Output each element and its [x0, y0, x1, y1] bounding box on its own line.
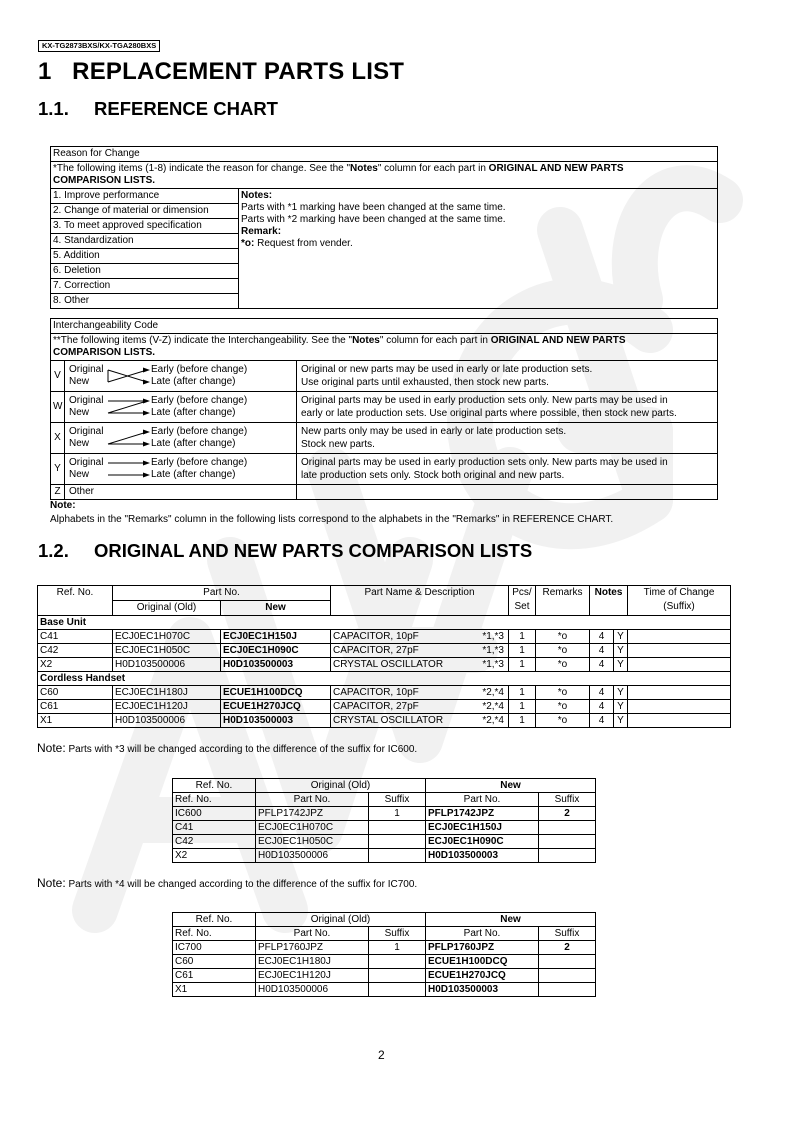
- time-of-change: [628, 700, 731, 714]
- suffix-subheader-partno: Part No.: [256, 793, 369, 807]
- pcs-per-set: 1: [509, 714, 536, 728]
- time-of-change: [628, 630, 731, 644]
- original-suffix: [369, 821, 426, 835]
- change-marks: *2,*4: [482, 701, 504, 712]
- section-title: ORIGINAL AND NEW PARTS COMPARISON LISTS: [94, 540, 533, 561]
- original-suffix: [369, 969, 426, 983]
- inter-diagram-v: Original New Early (before change) Late (after change): [65, 361, 297, 392]
- notes-reason: 4: [590, 630, 614, 644]
- original-suffix: 1: [369, 807, 426, 821]
- original-suffix: [369, 849, 426, 863]
- original-part-no: PFLP1742JPZ: [256, 807, 369, 821]
- section-heading-comparison: [38, 540, 532, 562]
- original-part-no: ECJ0EC1H050C: [113, 644, 221, 658]
- new-suffix: [539, 849, 596, 863]
- new-part-no: ECJ0EC1H150J: [426, 821, 539, 835]
- time-of-change: [628, 658, 731, 672]
- new-suffix: [539, 955, 596, 969]
- new-part-no: H0D103500003: [221, 658, 331, 672]
- suffix-subheader-suffix: Suffix: [369, 927, 426, 941]
- table-row: [38, 686, 731, 700]
- inter-code-z: Z: [51, 485, 65, 500]
- new-part-no: ECJ0EC1H090C: [426, 835, 539, 849]
- original-part-no: H0D103500006: [113, 714, 221, 728]
- header-description: Part Name & Description: [331, 586, 509, 616]
- table-row: [173, 807, 596, 821]
- section-title: REFERENCE CHART: [94, 98, 278, 119]
- original-part-no: ECJ0EC1H050C: [256, 835, 369, 849]
- new-part-no: PFLP1760JPZ: [426, 941, 539, 955]
- table-row: [173, 835, 596, 849]
- change-marks: *1,*3: [482, 659, 504, 670]
- header-new: New: [221, 601, 331, 616]
- reason-intro: *The following items (1-8) indicate the reason for change. See the "Notes" column for each part in ORIGINAL AND NEW PARTS COMPARISON LISTS.: [51, 162, 718, 189]
- description-text: CAPACITOR, 27pF: [333, 645, 419, 656]
- parallel-arrows-icon: [107, 457, 151, 481]
- note-suffix-ic700: Note: Parts with *4 will be changed according to the difference of the suffix for IC700.: [37, 876, 418, 890]
- new-part-no: H0D103500003: [426, 983, 539, 997]
- new-suffix: [539, 835, 596, 849]
- part-description: [331, 686, 509, 700]
- new-part-no: H0D103500003: [426, 849, 539, 863]
- table-row: [173, 969, 596, 983]
- page-title-text: REPLACEMENT PARTS LIST: [72, 58, 405, 85]
- suffix-table-ic700: [172, 912, 596, 997]
- inter-desc-v: Original or new parts may be used in early or late production sets. Use original parts until exhausted, then stock new parts.: [297, 361, 718, 392]
- header-part-no: Part No.: [113, 586, 331, 601]
- inter-code-x: X: [51, 423, 65, 454]
- part-description: [331, 700, 509, 714]
- ref-no: C42: [173, 835, 256, 849]
- notes-reason: 4: [590, 658, 614, 672]
- inter-desc-z: [297, 485, 718, 500]
- reason-title: Reason for Change: [53, 148, 140, 159]
- original-suffix: [369, 983, 426, 997]
- header-pcs: Pcs/ Set: [509, 586, 536, 616]
- original-suffix: [369, 835, 426, 849]
- ref-no: X1: [173, 983, 256, 997]
- suffix-header-ref: Ref. No.: [173, 913, 256, 927]
- new-part-no: ECUE1H100DCQ: [221, 686, 331, 700]
- notes-reason: 4: [590, 700, 614, 714]
- suffix-subheader-suffix-new: Suffix: [539, 927, 596, 941]
- pcs-per-set: 1: [509, 658, 536, 672]
- reason-item: 1. Improve performance: [51, 189, 239, 204]
- section-label: Cordless Handset: [38, 672, 731, 686]
- header-time-of-change: Time of Change (Suffix): [628, 586, 731, 616]
- inter-intro: **The following items (V-Z) indicate the Interchangeability. See the "Notes" column for each part in ORIGINAL AND NEW PARTS COMPARISON LISTS.: [51, 334, 718, 361]
- header-remarks: Remarks: [536, 586, 590, 616]
- remarks: *o: [536, 658, 590, 672]
- suffix-table-ic600: [172, 778, 596, 863]
- inter-code-v: V: [51, 361, 65, 392]
- section-number: 1.2.: [38, 540, 69, 561]
- inter-diagram-x: Original New Early (before change) Late (after change): [65, 423, 297, 454]
- table-row: [173, 941, 596, 955]
- inter-title: Interchangeability Code: [51, 319, 718, 334]
- note-title: Note:: [50, 500, 76, 511]
- ref-no: C61: [38, 700, 113, 714]
- notes-code: Y: [614, 686, 628, 700]
- table-row: [38, 644, 731, 658]
- note-text: Alphabets in the "Remarks" column in the following lists correspond to the alphabets in the "Remarks" in REFERENCE CHART.: [50, 514, 614, 525]
- change-marks: *1,*3: [482, 631, 504, 642]
- new-part-no: ECUE1H270JCQ: [426, 969, 539, 983]
- suffix-subheader-partno-new: Part No.: [426, 793, 539, 807]
- new-suffix: [539, 821, 596, 835]
- inter-code-w: W: [51, 392, 65, 423]
- pcs-per-set: 1: [509, 700, 536, 714]
- inter-label-z: Other: [65, 485, 297, 500]
- new-part-no: ECUE1H100DCQ: [426, 955, 539, 969]
- ref-no: IC600: [173, 807, 256, 821]
- model-code-label: KX-TG2873BXS/KX-TGA280BXS: [38, 40, 160, 52]
- ref-no: C41: [173, 821, 256, 835]
- original-part-no: H0D103500006: [113, 658, 221, 672]
- original-part-no: ECJ0EC1H070C: [113, 630, 221, 644]
- section-row: [38, 616, 731, 630]
- description-text: CRYSTAL OSCILLATOR: [333, 715, 444, 726]
- ref-no: X2: [38, 658, 113, 672]
- original-part-no: PFLP1760JPZ: [256, 941, 369, 955]
- page-title: [38, 58, 404, 86]
- suffix-subheader-ref: Ref. No.: [173, 793, 256, 807]
- suffix-subheader-partno: Part No.: [256, 927, 369, 941]
- inter-desc-x: New parts only may be used in early or late production sets. Stock new parts.: [297, 423, 718, 454]
- new-suffix: 2: [539, 807, 596, 821]
- table-row: [38, 630, 731, 644]
- remarks: *o: [536, 714, 590, 728]
- remarks: *o: [536, 630, 590, 644]
- notes-reason: 4: [590, 644, 614, 658]
- original-part-no: ECJ0EC1H180J: [113, 686, 221, 700]
- ref-no: C42: [38, 644, 113, 658]
- part-description: [331, 630, 509, 644]
- description-text: CAPACITOR, 10pF: [333, 631, 419, 642]
- description-text: CAPACITOR, 10pF: [333, 687, 419, 698]
- original-part-no: ECJ0EC1H120J: [113, 700, 221, 714]
- change-marks: *2,*4: [482, 715, 504, 726]
- reason-item: 6. Deletion: [51, 264, 239, 279]
- new-only-arrows-icon: [107, 426, 151, 450]
- new-part-no: PFLP1742JPZ: [426, 807, 539, 821]
- suffix-subheader-suffix: Suffix: [369, 793, 426, 807]
- suffix-header-ref: Ref. No.: [173, 779, 256, 793]
- notes-code: Y: [614, 644, 628, 658]
- notes-reason: 4: [590, 714, 614, 728]
- part-description: [331, 644, 509, 658]
- original-part-no: ECJ0EC1H120J: [256, 969, 369, 983]
- pcs-per-set: 1: [509, 644, 536, 658]
- suffix-header-new: New: [426, 779, 596, 793]
- ref-no: C41: [38, 630, 113, 644]
- ref-no: X2: [173, 849, 256, 863]
- new-suffix: [539, 969, 596, 983]
- new-part-no: ECUE1H270JCQ: [221, 700, 331, 714]
- suffix-subheader-suffix-new: Suffix: [539, 793, 596, 807]
- change-marks: *2,*4: [482, 687, 504, 698]
- new-part-no: ECJ0EC1H090C: [221, 644, 331, 658]
- reason-item: 2. Change of material or dimension: [51, 204, 239, 219]
- header-original: Original (Old): [113, 601, 221, 616]
- suffix-subheader-ref: Ref. No.: [173, 927, 256, 941]
- new-part-no: ECJ0EC1H150J: [221, 630, 331, 644]
- new-suffix: 2: [539, 941, 596, 955]
- part-description: [331, 714, 509, 728]
- notes-code: Y: [614, 658, 628, 672]
- original-part-no: H0D103500006: [256, 849, 369, 863]
- partial-arrows-icon: [107, 395, 151, 419]
- section-number: 1.1.: [38, 98, 69, 119]
- notes-code: Y: [614, 630, 628, 644]
- page-number: 2: [378, 1048, 385, 1062]
- suffix-header-original: Original (Old): [256, 913, 426, 927]
- part-description: [331, 658, 509, 672]
- remarks: *o: [536, 686, 590, 700]
- note-suffix-ic600: Note: Parts with *3 will be changed according to the difference of the suffix for IC600.: [37, 741, 418, 755]
- reason-item: 8. Other: [51, 294, 239, 309]
- description-text: CAPACITOR, 27pF: [333, 701, 419, 712]
- suffix-header-original: Original (Old): [256, 779, 426, 793]
- reason-item: 7. Correction: [51, 279, 239, 294]
- original-part-no: H0D103500006: [256, 983, 369, 997]
- time-of-change: [628, 686, 731, 700]
- reason-notes: Notes: Parts with *1 marking have been changed at the same time. Parts with *2 marking have been changed at the same time. Remark: *o: Request from vender.: [239, 189, 718, 309]
- table-row: [38, 658, 731, 672]
- table-row: [173, 983, 596, 997]
- page-title-number: 1: [38, 58, 52, 85]
- inter-desc-y: Original parts may be used in early production sets only. New parts may be used in late production sets only. Stock both original and new parts.: [297, 454, 718, 485]
- header-ref-no: Ref. No.: [38, 586, 113, 616]
- interchangeability-table: [50, 318, 718, 500]
- table-row: [38, 714, 731, 728]
- new-suffix: [539, 983, 596, 997]
- reason-item: 3. To meet approved specification: [51, 219, 239, 234]
- table-row: [173, 821, 596, 835]
- inter-desc-w: Original parts may be used in early production sets only. New parts may be used in early or late production sets. Use original parts where possible, then stock new parts.: [297, 392, 718, 423]
- original-part-no: ECJ0EC1H070C: [256, 821, 369, 835]
- change-marks: *1,*3: [482, 645, 504, 656]
- section-heading-reference-chart: [38, 98, 278, 120]
- original-part-no: ECJ0EC1H180J: [256, 955, 369, 969]
- suffix-header-new: New: [426, 913, 596, 927]
- remarks: *o: [536, 644, 590, 658]
- new-part-no: H0D103500003: [221, 714, 331, 728]
- pcs-per-set: 1: [509, 630, 536, 644]
- remarks: *o: [536, 700, 590, 714]
- reason-for-change-table: [50, 146, 718, 309]
- parts-comparison-table: [37, 585, 731, 728]
- reason-item: 4. Standardization: [51, 234, 239, 249]
- section-label: Base Unit: [38, 616, 731, 630]
- suffix-subheader-partno-new: Part No.: [426, 927, 539, 941]
- notes-code: Y: [614, 714, 628, 728]
- table-row: [38, 700, 731, 714]
- table-row: [173, 955, 596, 969]
- ref-no: C60: [38, 686, 113, 700]
- ref-no: C60: [173, 955, 256, 969]
- section-row: [38, 672, 731, 686]
- notes-reason: 4: [590, 686, 614, 700]
- inter-code-y: Y: [51, 454, 65, 485]
- description-text: CRYSTAL OSCILLATOR: [333, 659, 444, 670]
- inter-diagram-y: Original New Early (before change) Late (after change): [65, 454, 297, 485]
- ref-no: C61: [173, 969, 256, 983]
- notes-code: Y: [614, 700, 628, 714]
- table-row: [173, 849, 596, 863]
- time-of-change: [628, 714, 731, 728]
- reason-item: 5. Addition: [51, 249, 239, 264]
- header-notes: Notes: [590, 586, 628, 616]
- ref-no: IC700: [173, 941, 256, 955]
- ref-no: X1: [38, 714, 113, 728]
- crossed-arrows-icon: [107, 364, 151, 388]
- time-of-change: [628, 644, 731, 658]
- pcs-per-set: 1: [509, 686, 536, 700]
- inter-diagram-w: Original New Early (before change) Late (after change): [65, 392, 297, 423]
- original-suffix: 1: [369, 941, 426, 955]
- original-suffix: [369, 955, 426, 969]
